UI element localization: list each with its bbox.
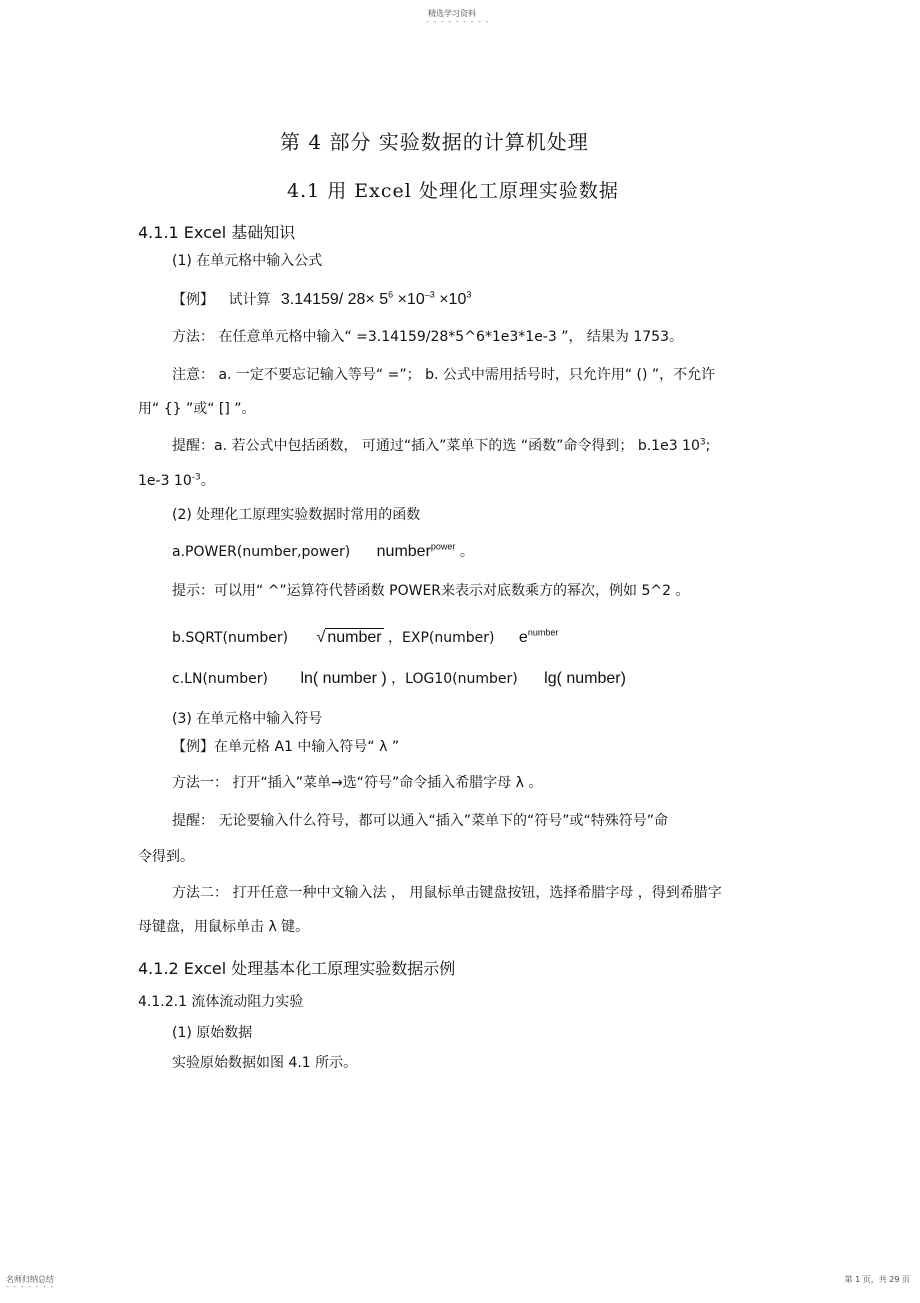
- ln-log-line: c.LN(number) ln( number ) ，LOG10(number) lg( number): [172, 670, 626, 687]
- paragraph-functions: (2) 处理化工原理实验数据时常用的函数: [172, 507, 421, 523]
- paragraph-raw-data: (1) 原始数据: [172, 1025, 253, 1041]
- remind-2-line-1: 提醒： 无论要输入什么符号，都可以通入“插入”菜单下的“符号”或“特殊符号”命: [172, 813, 668, 829]
- method-two-line-2: 母键盘，用鼠标单击 λ 键。: [138, 919, 310, 935]
- footer-left: 名师归纳总结: [6, 1275, 54, 1284]
- heading-4-1-2-1: 4.1.2.1 流体流动阻力实验: [138, 994, 304, 1010]
- example-line-1: [172, 291, 471, 309]
- heading-4-1-1: 4.1.1 Excel 基础知识: [138, 223, 296, 242]
- page-number: 第 1 页，共 29 页: [844, 1275, 910, 1284]
- method-one: 方法一： 打开“插入”菜单→选“符号”命令插入希腊字母 λ 。: [172, 775, 543, 791]
- example-line-2: 【例】在单元格 A1 中输入符号“ λ ”: [172, 739, 400, 755]
- header-dashes: - - - - - - - - -: [426, 17, 490, 26]
- footer-left-dashes: - - - - - - -: [6, 1282, 55, 1291]
- example-formula: 3.14159/ $28\times 5^6 \times 10^{-3} \times 10^3$: [280, 289, 472, 308]
- page-title: 第 4 部分 实验数据的计算机处理: [280, 130, 589, 154]
- remind-line-1: 提醒：a. 若公式中包括函数， 可通过“插入”菜单下的选 “函数”命令得到； b.1e3 $10^3$;: [172, 437, 711, 454]
- method-text: 方法： 在任意单元格中输入“ =3.14159/28*5^6*1e3*1e-3 ”， 结果为 1753。: [172, 329, 683, 345]
- heading-4-1-2: 4.1.2 Excel 处理基本化工原理实验数据示例: [138, 959, 456, 978]
- example-label: 【例】: [172, 292, 214, 308]
- tip-text: 提示：可以用“ ^”运算符代替函数 POWER来表示对底数乘方的幂次，例如 5^2 。: [172, 583, 690, 599]
- paragraph-figure-ref: 实验原始数据如图 4.1 所示。: [172, 1055, 358, 1071]
- power-function-line: a.POWER(number,power) number$^{power}$ 。: [172, 541, 474, 560]
- paragraph-symbol: (3) 在单元格中输入符号: [172, 711, 323, 727]
- remind-line-2: 1e-3 $10^{-3}$。: [138, 472, 215, 489]
- example-text: 试计算: [228, 292, 271, 308]
- method-two-line-1: 方法二： 打开任意一种中文输入法 ， 用鼠标单击键盘按钮，选择希腊字母 ，得到希腊字: [172, 885, 722, 901]
- sqrt-exp-line: b.SQRT(number) √ number ，EXP(number) $e^{number}$: [172, 627, 559, 646]
- note-line-1: 注意： a. 一定不要忘记输入等号“ =”； b. 公式中需用括号时，只允许用“ () ”，不允许: [172, 367, 716, 383]
- page-header: 精选学习资料: [428, 9, 476, 18]
- paragraph-input-formula: (1) 在单元格中输入公式: [172, 253, 323, 269]
- note-line-2: 用“ {} ”或“ [] ”。: [138, 401, 256, 417]
- remind-2-line-2: 令得到。: [138, 849, 194, 865]
- section-title: 4.1 用 Excel 处理化工原理实验数据: [287, 180, 619, 202]
